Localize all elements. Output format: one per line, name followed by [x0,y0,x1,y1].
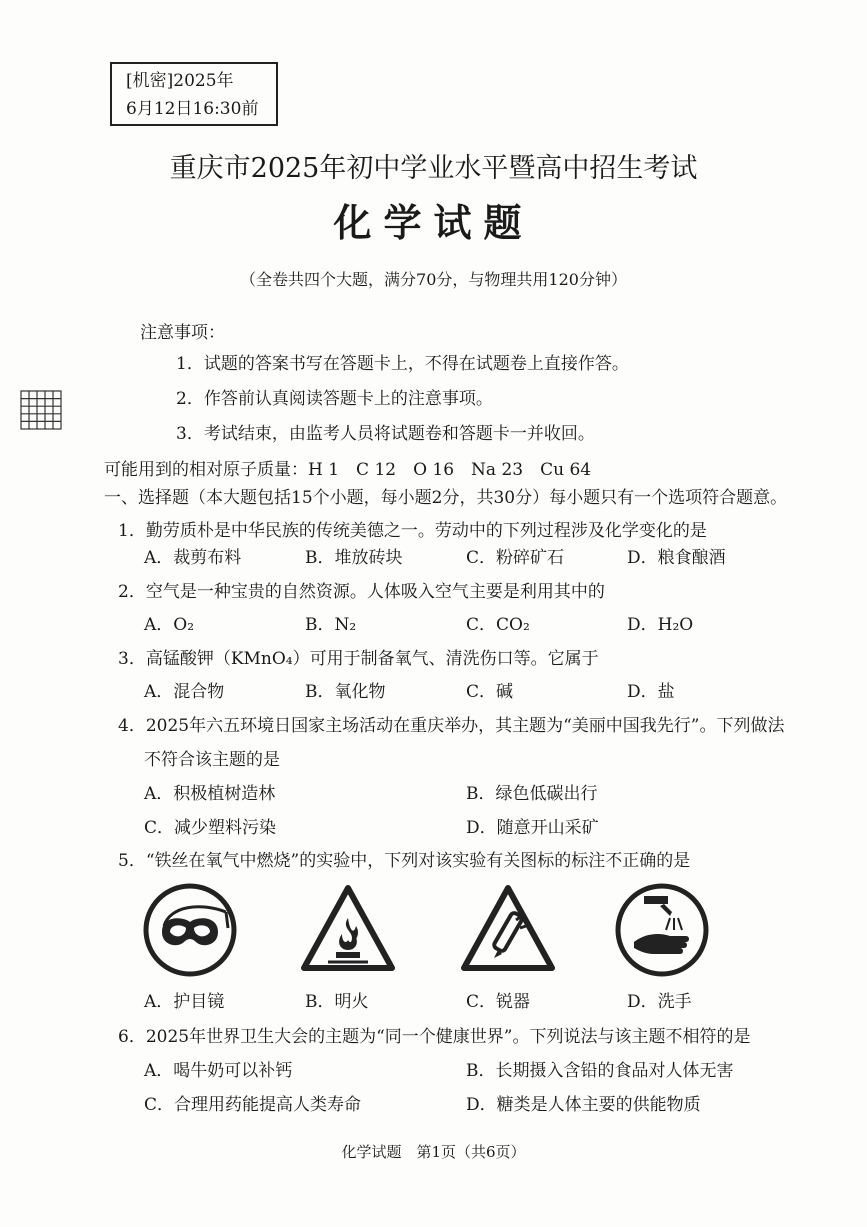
option: C．CO₂ [466,615,530,635]
option: A．O₂ [144,615,195,635]
option: A．裁剪布料 [144,548,242,568]
exam-info: （全卷共四个大题，满分70分，与物理共用120分钟） [240,270,627,289]
question-stem: 6．2025年世界卫生大会的主题为“同一个健康世界”。下列说法与该主题不相符的是 [118,1027,751,1047]
note-item: 3．考试结束，由监考人员将试题卷和答题卡一并收回。 [176,424,595,444]
option: A．喝牛奶可以补钙 [144,1061,293,1081]
goggles-icon [142,882,238,978]
option: B．长期摄入含铅的食品对人体无害 [466,1061,734,1081]
secret-line-1: [机密]2025年 [126,71,234,91]
option: C．锐器 [466,992,531,1012]
page-footer: 化学试题 第1页（共6页） [341,1143,526,1161]
option: C．碱 [466,682,514,702]
option: D．随意开山采矿 [466,818,599,838]
note-item: 2．作答前认真阅读答题卡上的注意事项。 [176,389,493,409]
question-stem-continued: 不符合该主题的是 [144,750,280,770]
option: A．混合物 [144,682,225,702]
notes-heading: 注意事项： [140,323,225,343]
option: A．积极植树造林 [144,784,276,804]
secret-line-2: 6月12日16:30前 [126,99,259,119]
option: D．洗手 [627,992,692,1012]
option: B．堆放砖块 [305,548,403,568]
option: B．N₂ [305,615,357,635]
option: B．明火 [305,992,369,1012]
note-item: 1．试题的答案书写在答题卡上，不得在试题卷上直接作答。 [176,354,629,374]
open-flame-icon [300,882,396,978]
hand-wash-icon [614,882,710,978]
option: A．护目镜 [144,992,225,1012]
exam-title: 重庆市2025年初中学业水平暨高中招生考试 [169,153,698,184]
section-heading: 一、选择题（本大题包括15个小题，每小题2分，共30分）每小题只有一个选项符合题意。 [104,488,788,508]
question-stem: 4．2025年六五环境日国家主场活动在重庆举办，其主题为“美丽中国我先行”。下列做法 [118,716,785,736]
question-stem: 3．高锰酸钾（KMnO₄）可用于制备氧气、清洗伤口等。它属于 [118,649,599,669]
option: D．H₂O [627,615,694,635]
question-stem: 1．勤劳质朴是中华民族的传统美德之一。劳动中的下列过程涉及化学变化的是 [118,521,707,541]
option: D．盐 [627,682,675,702]
option: D．糖类是人体主要的供能物质 [466,1095,701,1115]
option: D．粮食酿酒 [627,548,726,568]
grid-icon [20,390,62,430]
question-stem: 5．“铁丝在氧气中燃烧”的实验中，下列对该实验有关图标的标注不正确的是 [118,851,691,871]
confidential-stamp [110,62,278,126]
atomic-masses: 可能用到的相对原子质量：H 1 C 12 O 16 Na 23 Cu 64 [104,460,592,480]
sharp-object-icon [460,882,556,978]
question-stem: 2．空气是一种宝贵的自然资源。人体吸入空气主要是利用其中的 [118,582,605,602]
option: C．合理用药能提高人类寿命 [144,1095,362,1115]
subject-title: 化学试题 [333,200,534,245]
option: C．减少塑料污染 [144,818,277,838]
option: B．绿色低碳出行 [466,784,598,804]
option: C．粉碎矿石 [466,548,565,568]
option: B．氧化物 [305,682,386,702]
